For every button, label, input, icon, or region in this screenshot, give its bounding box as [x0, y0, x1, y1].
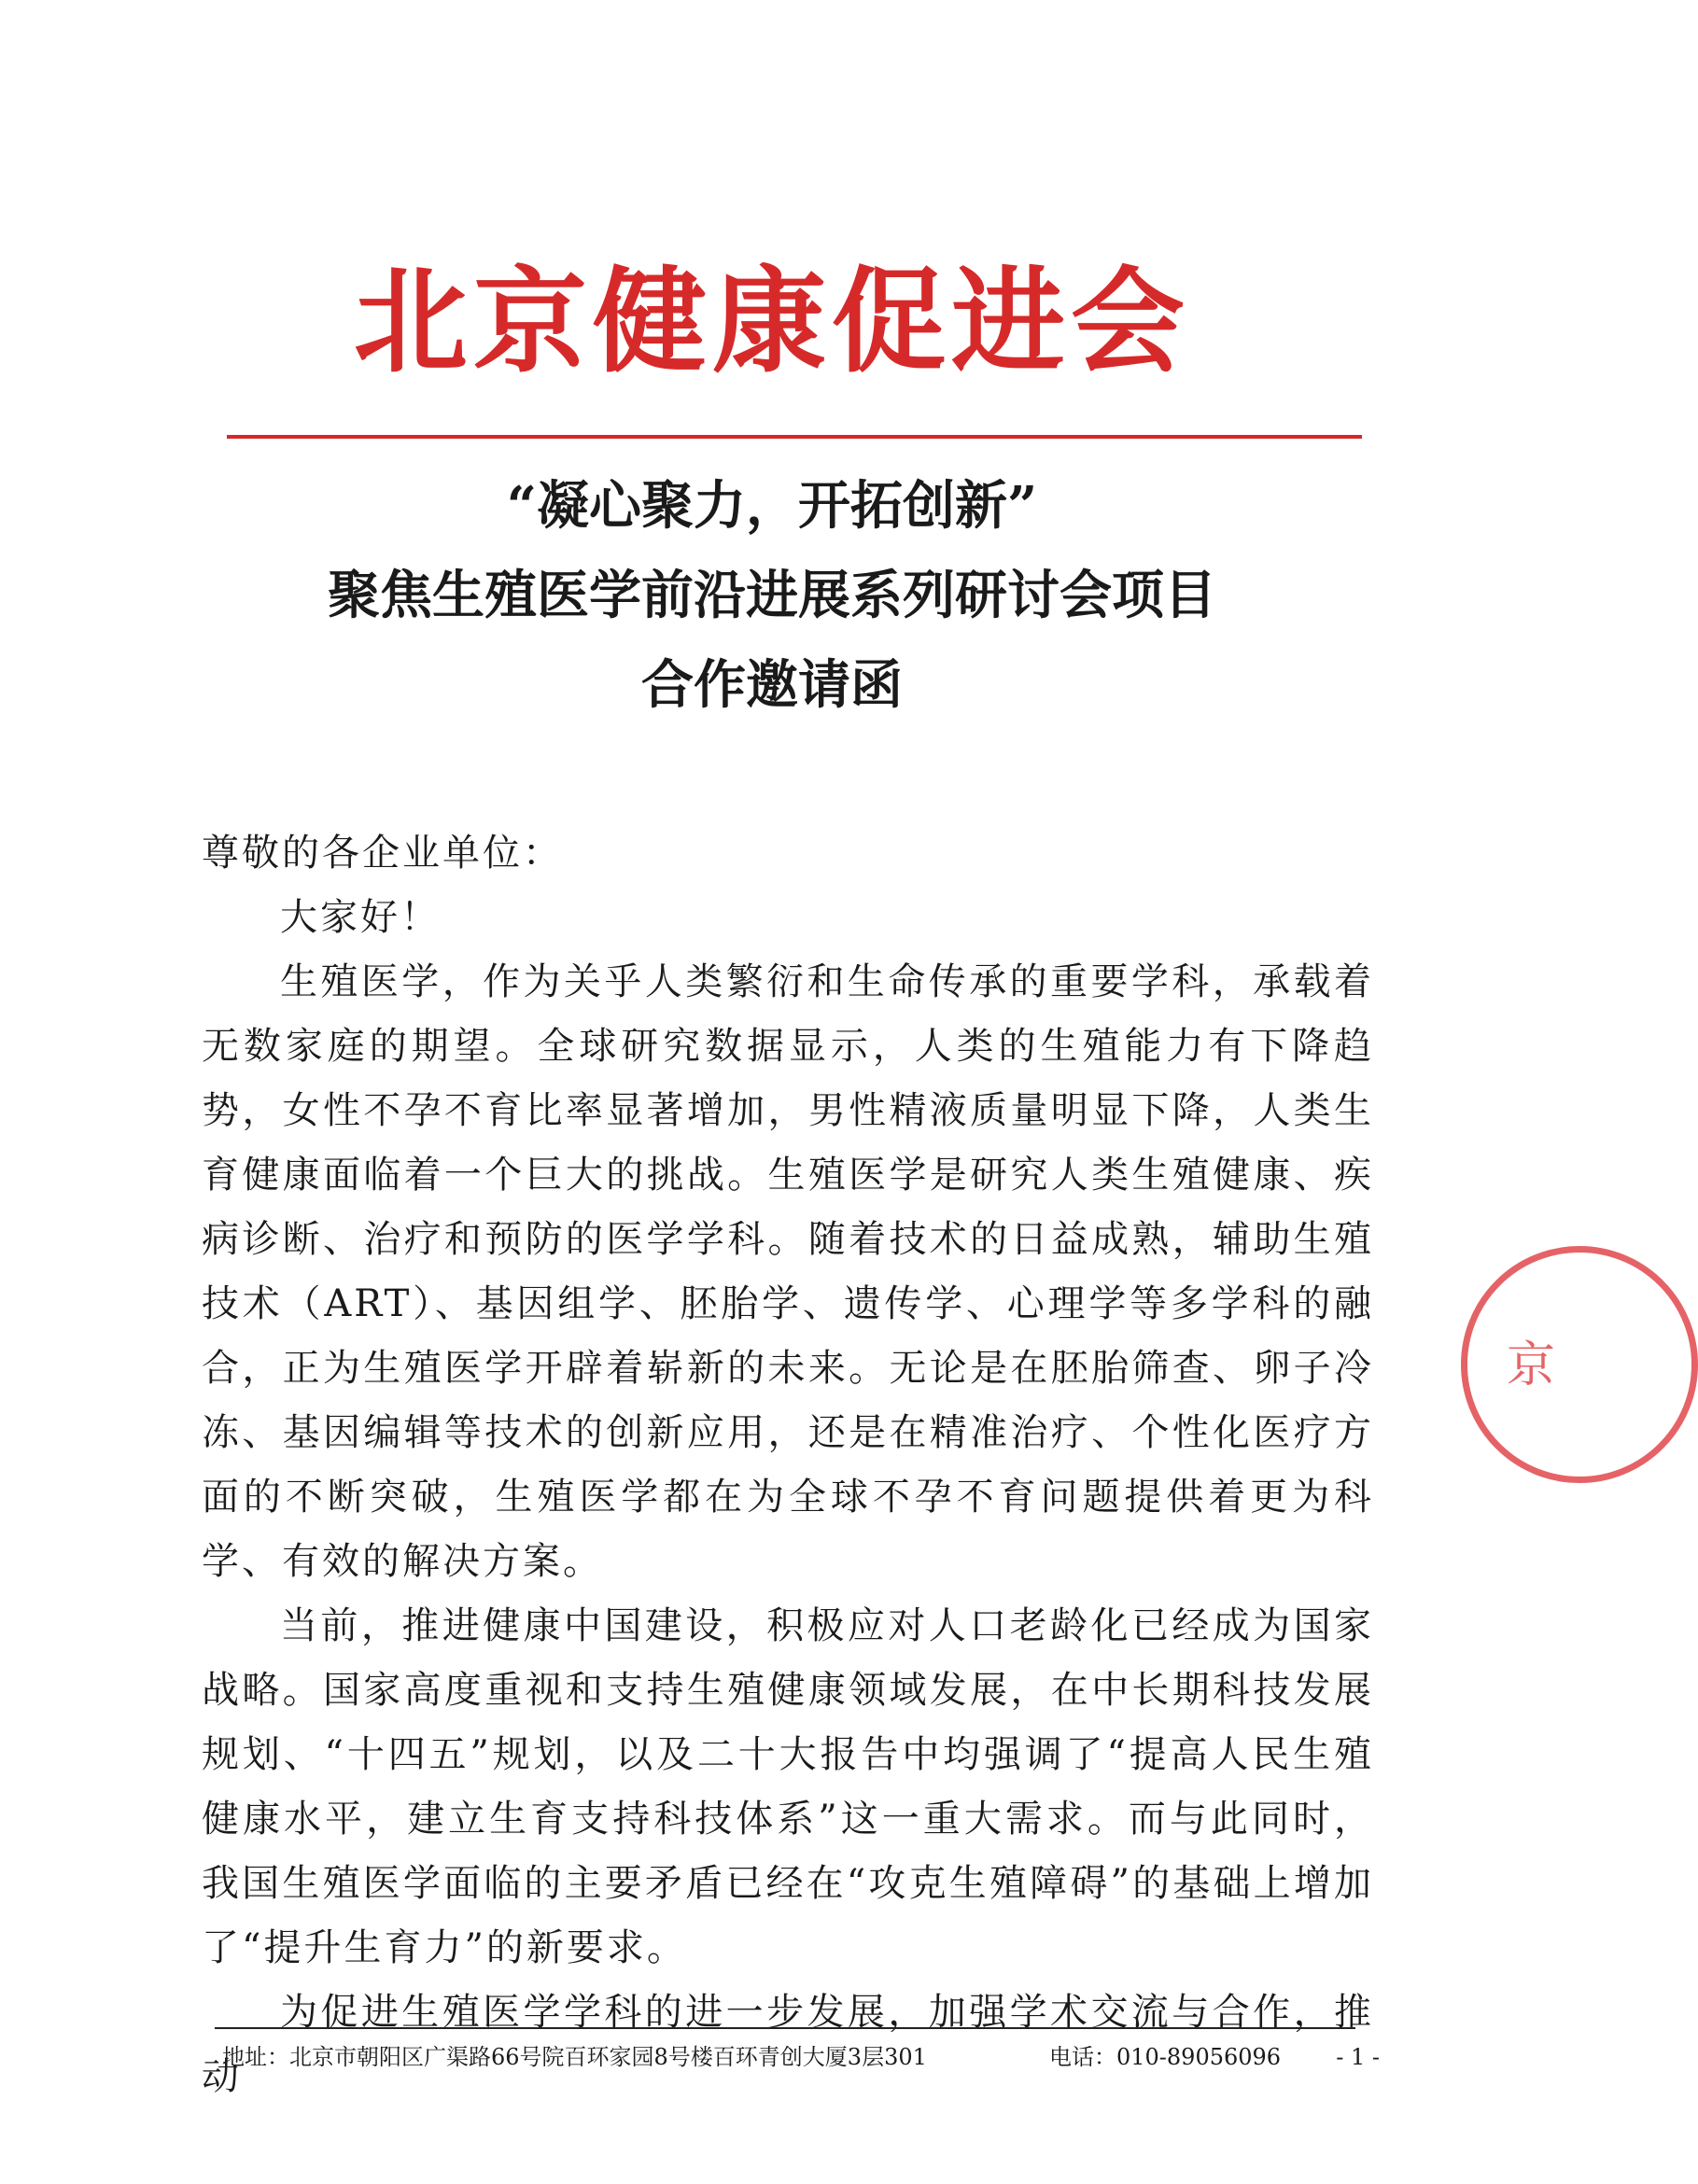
paragraph-reproductive-medicine: 生殖医学，作为关乎人类繁衍和生命传承的重要学科，承载着无数家庭的期望。全球研究数据显示，人类的生殖能力有下降趋势，女性不孕不育比率显著增加，男性精液质量明显下降，人类生育健康面临着一个巨大的挑战。生殖医学是研究人类生殖健康、疾病诊断、治疗和预防的医学学科。随着技术的日益成熟，辅助生殖技术（ART）、基因组学、胚胎学、遗传学、心理学等多学科的融合，正为生殖医学开辟着崭新的未来。无论是在胚胎筛查、卵子冷冻、基因编辑等技术的创新应用，还是在精准治疗、个性化医疗方面的不断突破，生殖医学都在为全球不孕不育问题提供着更为科学、有效的解决方案。: [202, 960, 1374, 1583]
footer-phone: 电话：010-89056096: [1049, 2044, 1282, 2070]
salutation: 尊敬的各企业单位：: [202, 832, 563, 875]
letter-body: [202, 821, 1374, 2109]
official-seal-stamp: [1461, 1246, 1698, 1483]
letterhead-red-divider: [227, 435, 1362, 439]
title-line-slogan: “凝心聚力，开拓创新”: [506, 475, 1038, 537]
title-line-project: 聚焦生殖医学前沿进展系列研讨会项目: [328, 565, 1216, 626]
title-line-doctype: 合作邀请函: [641, 654, 903, 716]
document-title: [0, 461, 1544, 730]
footer-address: 地址：北京市朝阳区广渠路66号院百环家园8号楼百环青创大厦3层301: [222, 2044, 927, 2070]
seal-char: 京: [1507, 1337, 1556, 1393]
greeting: 大家好！: [280, 896, 441, 939]
page-number: - 1 -: [1336, 2044, 1380, 2070]
letterhead-org-name: 北京健康促进会: [354, 256, 1190, 388]
paragraph-national-strategy: 当前，推进健康中国建设，积极应对人口老龄化已经成为国家战略。国家高度重视和支持生殖健康领域发展，在中长期科技发展规划、“十四五”规划，以及二十大报告中均强调了“提高人民生殖健康水平，建立生育支持科技体系”这一重大需求。而与此同时，我国生殖医学面临的主要矛盾已经在“攻克生殖障碍”的基础上增加了“提升生育力”的新要求。: [202, 1604, 1374, 1969]
paragraph-purpose: 为促进生殖医学学科的进一步发展，加强学术交流与合作，推动: [202, 1991, 1374, 2098]
footer-divider: [215, 2027, 1355, 2029]
page-footer: [222, 2038, 1380, 2076]
